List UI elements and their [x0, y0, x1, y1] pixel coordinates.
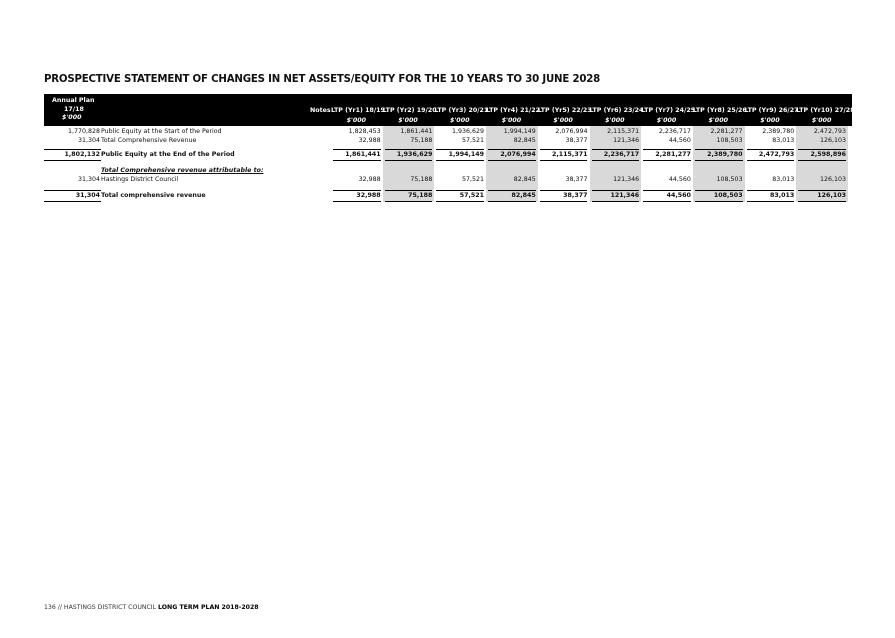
cell-value: 2,598,896 — [810, 151, 846, 158]
rule — [747, 149, 795, 150]
rule — [540, 149, 588, 150]
rule — [488, 149, 536, 150]
column-unit: $'000 — [398, 117, 418, 124]
annual-plan-value: 1,802,132 — [64, 151, 100, 158]
cell-value: 1,936,629 — [396, 151, 433, 158]
column-unit: $'000 — [553, 117, 573, 124]
annual-plan-label: Annual Plan — [52, 97, 95, 104]
rule — [436, 149, 484, 150]
rule — [798, 160, 846, 161]
rule — [44, 160, 101, 161]
rule — [333, 160, 381, 161]
cell-value: 126,103 — [817, 192, 846, 199]
cell-value: 2,472,793 — [813, 128, 846, 135]
cell-value: 38,377 — [565, 137, 588, 144]
rule — [695, 149, 743, 150]
annual-plan-unit: $'000 — [62, 114, 82, 121]
cell-value: 121,346 — [613, 176, 640, 183]
cell-value: 108,503 — [713, 192, 743, 199]
annual-plan-value: 1,770,828 — [67, 128, 100, 135]
cell-value: 1,828,453 — [348, 128, 381, 135]
column-unit: $'000 — [760, 117, 780, 124]
rule — [436, 190, 484, 191]
cell-value: 32,988 — [358, 137, 381, 144]
cell-value: 82,845 — [513, 137, 536, 144]
row-label: Total Comprehensive Revenue — [101, 137, 197, 144]
notes-header: Notes — [310, 107, 331, 114]
cell-value: 57,521 — [462, 176, 485, 183]
rule — [695, 190, 743, 191]
page-footer — [44, 604, 259, 611]
rule — [488, 160, 536, 161]
cell-value: 2,115,371 — [552, 151, 588, 158]
column-unit: $'000 — [450, 117, 470, 124]
column-header: LTP (Yr1) 18/19 — [331, 107, 385, 114]
rule — [798, 201, 846, 202]
annual-plan-year: 17/18 — [64, 105, 84, 113]
rule — [385, 149, 433, 150]
rule — [333, 149, 381, 150]
rule — [333, 190, 381, 191]
cell-value: 1,994,149 — [448, 151, 485, 158]
cell-value: 44,560 — [668, 137, 691, 144]
rule — [540, 160, 588, 161]
cell-value: 75,188 — [408, 192, 433, 199]
cell-value: 121,346 — [613, 137, 640, 144]
rule — [643, 190, 691, 191]
column-unit: $'000 — [605, 117, 625, 124]
annual-plan-value: 31,304 — [77, 176, 100, 183]
rule — [436, 160, 484, 161]
cell-value: 75,188 — [410, 137, 433, 144]
row-label: Hastings District Council — [101, 176, 179, 183]
cell-value: 38,377 — [565, 176, 588, 183]
cell-value: 44,560 — [666, 192, 691, 199]
column-unit: $'000 — [346, 117, 367, 124]
rule — [385, 190, 433, 191]
rule — [695, 160, 743, 161]
cell-value: 32,988 — [356, 192, 381, 199]
column-header: LTP (Yr2) 19/20 — [382, 107, 437, 114]
cell-value: 82,845 — [513, 176, 536, 183]
rule — [643, 160, 691, 161]
rule — [385, 201, 433, 202]
rule — [643, 149, 691, 150]
column-header: LTP (Yr9) 26/27 — [744, 107, 799, 114]
cell-value: 108,503 — [716, 176, 743, 183]
cell-value: 38,377 — [563, 192, 588, 199]
rule — [44, 190, 101, 191]
rule — [695, 201, 743, 202]
footer-doc-title: LONG TERM PLAN 2018-2028 — [158, 604, 259, 611]
cell-value: 1,861,441 — [345, 151, 381, 158]
table-header — [44, 94, 855, 126]
page-title: PROSPECTIVE STATEMENT OF CHANGES IN NET ASSETS/EQUITY FOR THE 10 YEARS TO 30 JUNE 2028 — [44, 74, 600, 85]
annual-plan-value: 31,304 — [77, 137, 100, 144]
column-header: LTP (Yr10) 27/28 — [796, 107, 855, 114]
cell-value: 2,236,717 — [658, 128, 691, 135]
cell-value: 83,013 — [772, 176, 795, 183]
rule — [488, 201, 536, 202]
rule — [747, 160, 795, 161]
rule — [540, 190, 588, 191]
column-header: LTP (Yr7) 24/25 — [641, 107, 696, 114]
annual-plan-value: 31,304 — [75, 192, 100, 199]
cell-value: 82,845 — [511, 192, 536, 199]
rule — [798, 190, 846, 191]
row-label: Public Equity at the Start of the Period — [101, 128, 222, 135]
rule — [798, 149, 846, 150]
cell-value: 1,936,629 — [452, 128, 485, 135]
footer-page: 136 // HASTINGS DISTRICT COUNCIL — [44, 604, 157, 611]
cell-value: 126,103 — [819, 137, 846, 144]
rule — [592, 149, 640, 150]
column-header: LTP (Yr6) 23/24 — [589, 107, 644, 114]
column-header: LTP (Yr5) 22/23 — [537, 107, 592, 114]
cell-value: 2,281,277 — [710, 128, 743, 135]
rule — [385, 160, 433, 161]
column-unit: $'000 — [501, 117, 522, 124]
cell-value: 2,389,780 — [762, 128, 795, 135]
rule — [540, 201, 588, 202]
column-unit: $'000 — [811, 117, 832, 124]
rule — [592, 160, 640, 161]
subsection-label: Total Comprehensive revenue attributable to: — [101, 167, 264, 174]
table-body — [44, 126, 852, 236]
row-label: Public Equity at the End of the Period — [101, 151, 235, 158]
cell-value: 1,994,149 — [503, 128, 536, 135]
cell-value: 121,346 — [610, 192, 640, 199]
cell-value: 2,281,277 — [655, 151, 691, 158]
cell-value: 1,861,441 — [400, 128, 433, 135]
rule — [643, 201, 691, 202]
equity-table — [44, 94, 855, 236]
cell-value: 2,076,994 — [500, 151, 536, 158]
rule — [592, 201, 640, 202]
rule — [44, 149, 101, 150]
row-label: Total comprehensive revenue — [101, 192, 206, 199]
annual-plan-header — [52, 97, 94, 123]
cell-value: 44,560 — [668, 176, 691, 183]
column-unit: $'000 — [656, 117, 677, 124]
cell-value: 2,115,371 — [607, 128, 640, 135]
rule — [333, 201, 381, 202]
cell-value: 83,013 — [769, 192, 795, 199]
cell-value: 126,103 — [819, 176, 846, 183]
cell-value: 57,521 — [459, 192, 485, 199]
cell-value: 83,013 — [772, 137, 795, 144]
cell-value: 2,472,793 — [758, 151, 795, 158]
column-header: LTP (Yr3) 20/21 — [434, 107, 489, 114]
rule — [488, 190, 536, 191]
rule — [747, 190, 795, 191]
rule — [436, 201, 484, 202]
cell-value: 2,076,994 — [555, 128, 588, 135]
cell-value: 2,389,780 — [707, 151, 743, 158]
rule — [44, 201, 101, 202]
column-header: LTP (Yr8) 25/26 — [692, 107, 747, 114]
column-unit: $'000 — [708, 117, 728, 124]
rule — [592, 190, 640, 191]
column-header: LTP (Yr4) 21/22 — [486, 107, 540, 114]
rule — [747, 201, 795, 202]
cell-value: 108,503 — [716, 137, 743, 144]
cell-value: 75,188 — [410, 176, 433, 183]
cell-value: 57,521 — [462, 137, 485, 144]
cell-value: 2,236,717 — [603, 151, 640, 158]
cell-value: 32,988 — [358, 176, 381, 183]
